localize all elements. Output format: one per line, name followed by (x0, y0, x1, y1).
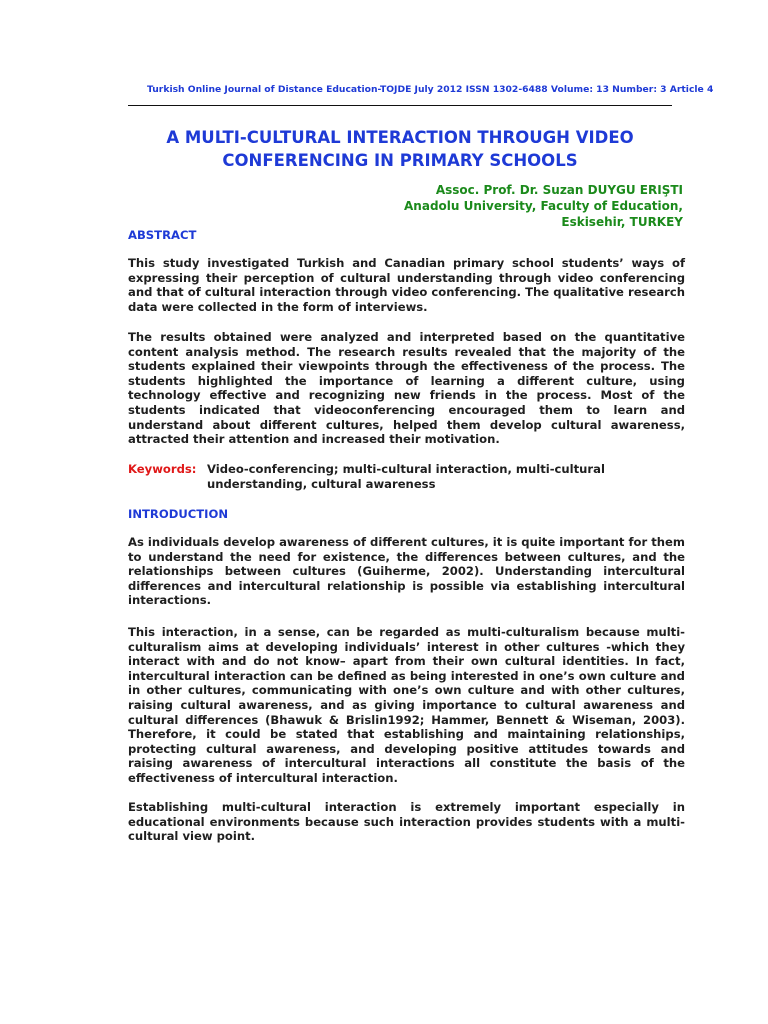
title-line-1: A MULTI-CULTURAL INTERACTION THROUGH VIDEO (166, 128, 634, 147)
journal-header: Turkish Online Journal of Distance Education-TOJDE July 2012 ISSN 1302-6488 Volume: 13 Number: 3 Article 4 (147, 84, 714, 95)
paper-title (128, 126, 672, 172)
introduction-paragraph-1: As individuals develop awareness of different cultures, it is quite important for them to understand the need for existence, the differences between cultures, and the relationships between cultures (Guiherme, 2002). Understanding intercultural differences and intercultural relationship is possible via establishing intercultural interactions. (128, 535, 685, 608)
author-location: Eskisehir, TURKEY (561, 215, 683, 229)
title-line-2: CONFERENCING IN PRIMARY SCHOOLS (222, 151, 578, 170)
author-name: Assoc. Prof. Dr. Suzan DUYGU ERIŞTI (435, 183, 683, 197)
abstract-heading: ABSTRACT (128, 228, 197, 242)
introduction-heading: INTRODUCTION (128, 507, 229, 521)
keywords-text: Video-conferencing; multi-cultural interaction, multi-cultural understanding, cultural awareness (207, 462, 605, 491)
introduction-paragraph-3: Establishing multi-cultural interaction is extremely important especially in educational environments because such interaction provides students with a multi-cultural view point. (128, 800, 685, 844)
author-block (263, 182, 683, 230)
introduction-paragraph-2: This interaction, in a sense, can be regarded as multi-culturalism because multi-culturalism aims at developing individuals’ interest in other cultures -which they interact with and do not know– apart from their own cultural identities. In fact, intercultural interaction can be defined as being interested in one’s own culture and in other cultures, communicating with one’s own culture and with other cultures, raising cultural awareness, and as giving importance to cultural awareness and cultural differences (Bhawuk & Brislin1992; Hammer, Bennett & Wiseman, 2003). Therefore, it could be stated that establishing and maintaining relationships, protecting cultural awareness, and developing positive attitudes towards and raising awareness of intercultural interactions all constitute the basis of the effectiveness of intercultural interaction. (128, 625, 685, 785)
author-affiliation: Anadolu University, Faculty of Education, (404, 199, 683, 213)
abstract-paragraph-1: This study investigated Turkish and Canadian primary school students’ ways of expressing their perception of cultural understanding through video conferencing and that of cultural interaction through video conferencing. The qualitative research data were collected in the form of interviews. (128, 256, 685, 314)
header-rule (128, 105, 672, 106)
abstract-paragraph-2: The results obtained were analyzed and interpreted based on the quantitative content analysis method. The research results revealed that the majority of the students explained their viewpoints through the effectiveness of the process. The students highlighted the importance of learning a different culture, using technology effective and recognizing new friends in the process. Most of the students indicated that videoconferencing encouraged them to learn and understand about different cultures, helped them develop cultural awareness, attracted their attention and increased their motivation. (128, 330, 685, 447)
keywords-label: Keywords: (128, 462, 197, 476)
